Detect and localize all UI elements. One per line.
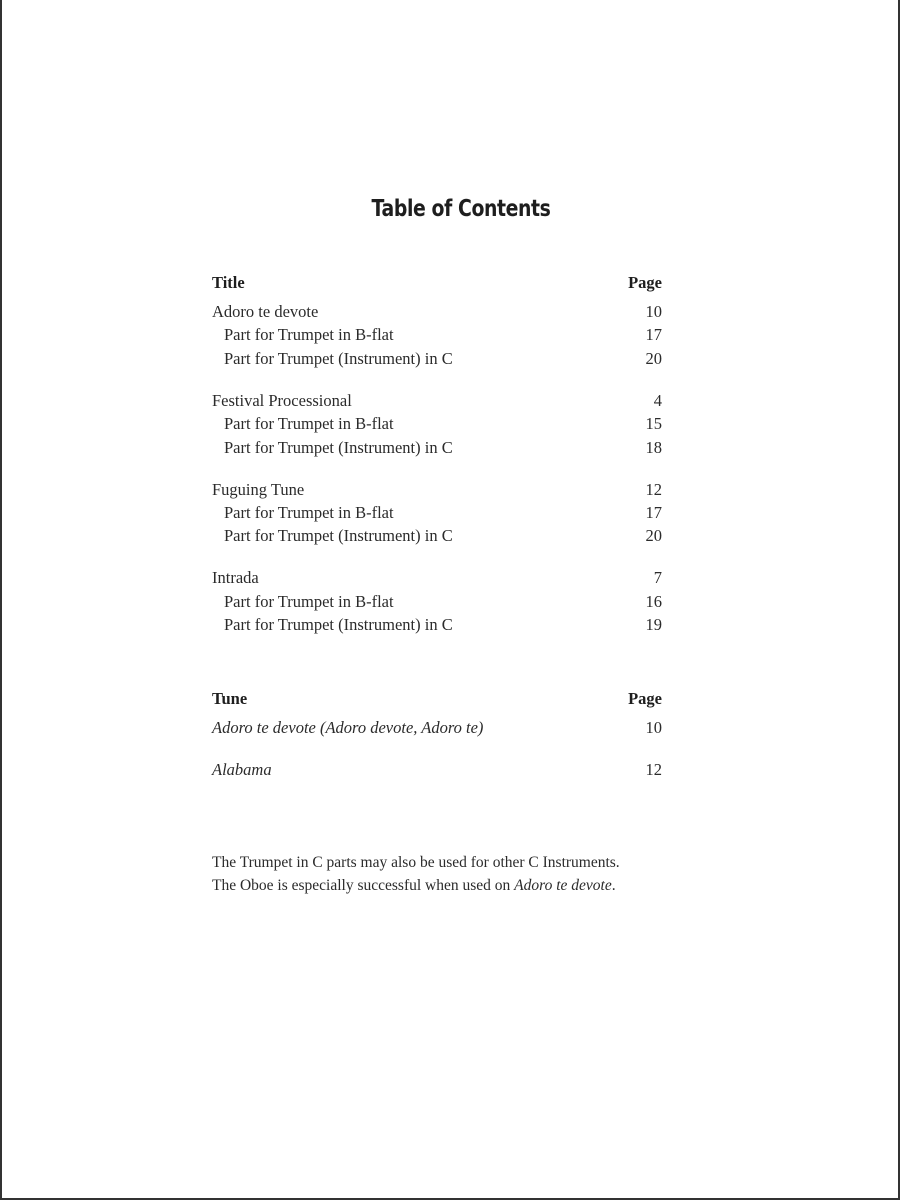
- toc-subentry-page: 15: [645, 414, 662, 433]
- toc-subentry-label: Part for Trumpet (Instrument) in C: [224, 526, 453, 545]
- toc-entry-adoro-te-devote[interactable]: [212, 301, 662, 323]
- tunes-header-page: Page: [628, 689, 662, 708]
- toc-entry-title: Intrada: [212, 568, 259, 587]
- toc-entry-page: 10: [645, 302, 662, 321]
- toc-entry-page: 7: [653, 568, 662, 587]
- toc-subentry-page: 17: [645, 503, 662, 522]
- toc-entry-title: Fuguing Tune: [212, 480, 305, 499]
- page-title: Table of Contents: [371, 196, 551, 222]
- footnote-line-2: [212, 874, 672, 897]
- toc-subentry[interactable]: [212, 324, 662, 346]
- toc-entry-intrada[interactable]: [212, 567, 662, 589]
- toc-entry-page: 4: [653, 391, 662, 410]
- toc-subentry[interactable]: [212, 437, 662, 459]
- tune-entry-label: Adoro te devote (Adoro devote, Adoro te): [212, 718, 484, 737]
- toc-subentry[interactable]: [212, 591, 662, 613]
- toc-entry-title: Festival Processional: [212, 391, 352, 410]
- tunes-header-label: Tune: [212, 689, 248, 708]
- page-border-left: [0, 0, 2, 1200]
- toc-subentry-label: Part for Trumpet (Instrument) in C: [224, 438, 453, 457]
- toc-subentry-page: 19: [645, 615, 662, 634]
- toc-subentry-label: Part for Trumpet (Instrument) in C: [224, 615, 453, 634]
- titles-header-label: Title: [212, 273, 245, 292]
- tune-entry-label: Alabama: [212, 760, 272, 779]
- footnote-line-2-prefix: The Oboe is especially successful when used on: [212, 877, 515, 894]
- toc-subentry-page: 17: [645, 325, 662, 344]
- footnote-line-2-italic: Adoro te devote: [514, 877, 612, 894]
- toc-subentry[interactable]: [212, 614, 662, 636]
- tune-entry[interactable]: [212, 759, 662, 781]
- toc-entry-fuguing-tune[interactable]: [212, 479, 662, 501]
- footnote-line-1: The Trumpet in C parts may also be used for other C Instruments.: [212, 854, 620, 871]
- toc-subentry[interactable]: [212, 525, 662, 547]
- toc-subentry-page: 16: [645, 592, 662, 611]
- toc-subentry[interactable]: [212, 348, 662, 370]
- tunes-header-row: [212, 688, 662, 710]
- tune-entry-page: 10: [645, 718, 662, 737]
- toc-subentry[interactable]: [212, 502, 662, 524]
- toc-entry-title: Adoro te devote: [212, 302, 319, 321]
- toc-subentry-label: Part for Trumpet (Instrument) in C: [224, 349, 453, 368]
- toc-subentry-page: 20: [645, 349, 662, 368]
- toc-entry-festival-processional[interactable]: [212, 390, 662, 412]
- toc-subentry-label: Part for Trumpet in B-flat: [224, 503, 394, 522]
- titles-header-row: [212, 272, 662, 294]
- tune-entry[interactable]: [212, 717, 662, 739]
- toc-subentry[interactable]: [212, 413, 662, 435]
- toc-subentry-page: 18: [645, 438, 662, 457]
- tune-entry-page: 12: [645, 760, 662, 779]
- toc-subentry-label: Part for Trumpet in B-flat: [224, 592, 394, 611]
- toc-subentry-page: 20: [645, 526, 662, 545]
- toc-entry-page: 12: [645, 480, 662, 499]
- footnote-line-2-suffix: .: [611, 877, 616, 894]
- toc-subentry-label: Part for Trumpet in B-flat: [224, 325, 394, 344]
- titles-header-page: Page: [628, 273, 662, 292]
- toc-subentry-label: Part for Trumpet in B-flat: [224, 414, 394, 433]
